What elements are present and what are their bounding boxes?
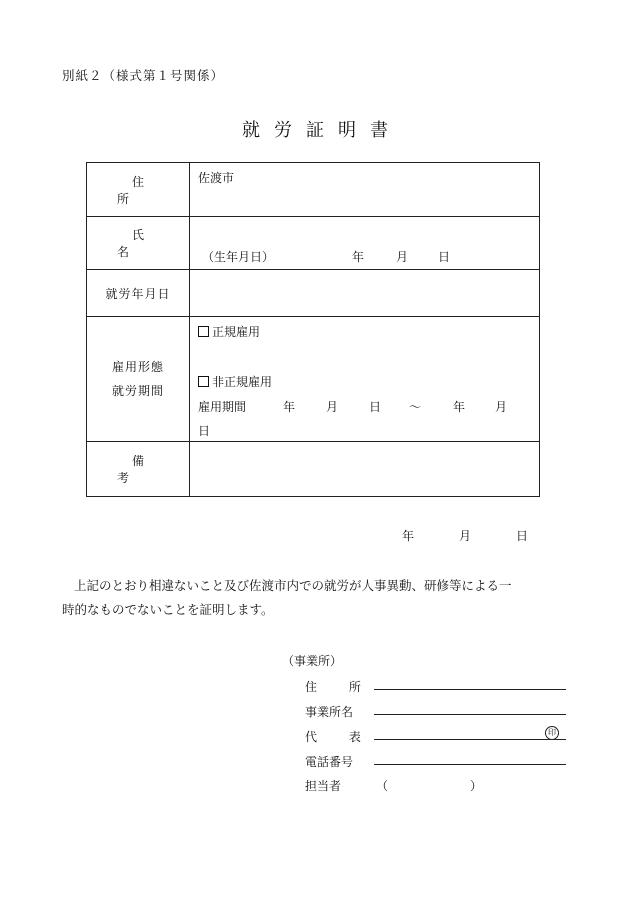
name-label (87, 217, 190, 270)
office-phone-label: 電話番号 (305, 755, 354, 769)
sign-day: 日 (516, 529, 529, 543)
office-address-label: 住 所 (305, 680, 375, 694)
employment-date-field[interactable] (190, 270, 540, 317)
period-tilde: ～ (409, 400, 422, 414)
birth-label: （生年月日） (202, 250, 275, 264)
seal-mark: 印 (545, 726, 559, 740)
non-regular-checkbox[interactable] (198, 376, 209, 387)
office-name-label: 事業所名 (305, 705, 354, 719)
period-label: 雇用期間 (198, 400, 247, 414)
birth-year: 年 (352, 250, 365, 264)
office-rep-label: 代 表 (305, 730, 375, 744)
statement-line-1: 上記のとおり相違ないこと及び佐渡市内での就労が人事異動、研修等による一 (74, 578, 512, 593)
office-contact-label: 担当者 (305, 779, 342, 793)
contact-paren-close: ） (470, 779, 483, 793)
period-start-day: 日 (369, 400, 382, 414)
non-regular-label: 非正規雇用 (212, 375, 273, 389)
row-name (87, 217, 540, 270)
non-regular-option[interactable] (198, 373, 272, 390)
row-remarks (87, 442, 540, 497)
certification-statement (62, 574, 572, 622)
address-label-text: 住 所 (116, 174, 174, 206)
birth-day: 日 (438, 250, 451, 264)
period-end-year: 年 (453, 400, 466, 414)
remarks-label-text: 備 考 (116, 454, 174, 485)
regular-label: 正規雇用 (212, 325, 261, 339)
name-field[interactable] (190, 217, 540, 270)
form-reference: 別紙２（様式第１号関係） (62, 68, 225, 83)
remarks-label (87, 442, 190, 497)
office-name-line[interactable] (374, 714, 566, 715)
office-heading: （事業所） (282, 654, 343, 668)
contact-paren-open: （ (376, 779, 389, 793)
period-start-year: 年 (283, 400, 296, 414)
address-label (87, 163, 190, 217)
statement-line-2: 時的なものでないことを証明します。 (62, 602, 274, 617)
birth-month: 月 (396, 250, 409, 264)
office-rep-line[interactable] (374, 739, 566, 740)
address-field[interactable] (190, 163, 540, 217)
remarks-field[interactable] (190, 442, 540, 497)
document-title: 就労証明書 (242, 120, 402, 141)
employment-field (190, 317, 540, 442)
sign-year: 年 (402, 529, 415, 543)
office-address-line[interactable] (374, 689, 566, 690)
row-employment (87, 317, 540, 442)
period-end-month: 月 (495, 400, 508, 414)
row-employment-date (87, 270, 540, 317)
employment-period-label: 就労期間 (111, 384, 164, 398)
certificate-table (86, 162, 540, 497)
regular-checkbox[interactable] (198, 326, 209, 337)
period-start-month: 月 (326, 400, 339, 414)
name-label-text: 氏 名 (116, 228, 174, 259)
period-end-day: 日 (198, 424, 211, 438)
sign-month: 月 (459, 529, 472, 543)
regular-option[interactable] (198, 323, 260, 340)
address-value: 佐渡市 (198, 171, 235, 185)
office-phone-line[interactable] (374, 764, 566, 765)
employment-type-label: 雇用形態 (111, 360, 164, 374)
employment-label (87, 317, 190, 442)
employment-date-label: 就労年月日 (87, 270, 190, 317)
row-address (87, 163, 540, 217)
